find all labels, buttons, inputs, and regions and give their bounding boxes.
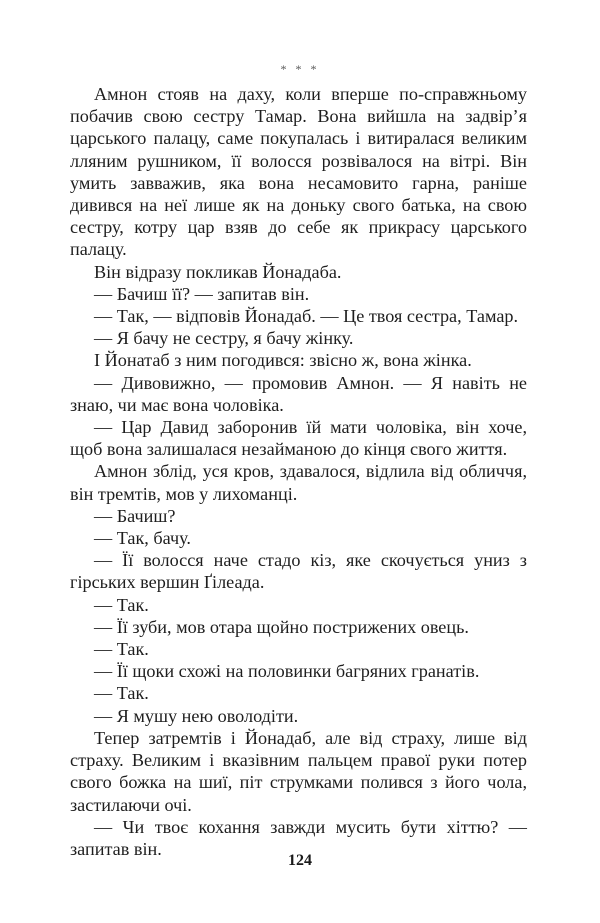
paragraph: — Я бачу не сестру, я бачу жінку. <box>94 328 354 349</box>
paragraph: І Йонатаб з ним погодився: звісно ж, вона жінка. <box>94 350 472 371</box>
paragraph: — Її щоки схожі на половинки багряних гранатів. <box>94 661 480 682</box>
paragraph: — Так. <box>94 683 149 704</box>
paragraph: — Цар Давид заборонив їй мати чоловіка, він хоче, щоб вона залишалася незайманою до кінця свого життя. <box>70 417 527 460</box>
paragraph: — Бачиш її? — запитав він. <box>94 283 310 304</box>
paragraph: — Я мушу нею оволодіти. <box>94 705 299 726</box>
paragraph: — Її волосся наче стадо кіз, яке скочується униз з гірських вершин Ґілеада. <box>70 550 527 593</box>
paragraph: Амнон стояв на даху, коли вперше по-справжньому побачив свою сестру Тамар. Вона вийшла на задвір’я царського палацу, саме покупалась і витиралася великим лляним рушником, її волосся розвівалося на вітрі. Він умить завважив, яка вона несамовито гарна, раніше дивився на неї лише як на доньку свого батька, на свою сестру, котру цар взяв до себе як прикрасу царського палацу. <box>70 84 527 260</box>
paragraph: — Дивовижно, — промовив Амнон. — Я навіть не знаю, чи має вона чоловіка. <box>70 372 527 415</box>
section-separator: * * * <box>280 62 320 76</box>
paragraph: — Так, — відповів Йонадаб. — Це твоя сестра, Тамар. <box>94 306 519 327</box>
body-text <box>70 83 527 860</box>
page-number: 124 <box>288 852 312 869</box>
paragraph: — Так. <box>94 594 149 615</box>
paragraph: — Так, бачу. <box>94 528 191 549</box>
paragraph: — Її зуби, мов отара щойно пострижених овець. <box>94 616 469 637</box>
paragraph: Він відразу покликав Йонадаба. <box>94 261 342 282</box>
paragraph: Амнон зблід, уся кров, здавалося, відлила від обличчя, він тремтів, мов у лихоманці. <box>70 461 527 504</box>
paragraph: Тепер затремтів і Йонадаб, але від страху, лише від страху. Великим і вказівним пальцем правої руки потер свого божка на шиї, піт струмками полився з його чола, застилаючи очі. <box>70 727 527 815</box>
paragraph: — Так. <box>94 639 149 660</box>
paragraph: — Бачиш? <box>94 505 176 526</box>
paragraph: — Чи твоє кохання завжди мусить бути хіттю? — запитав він. <box>70 816 527 859</box>
